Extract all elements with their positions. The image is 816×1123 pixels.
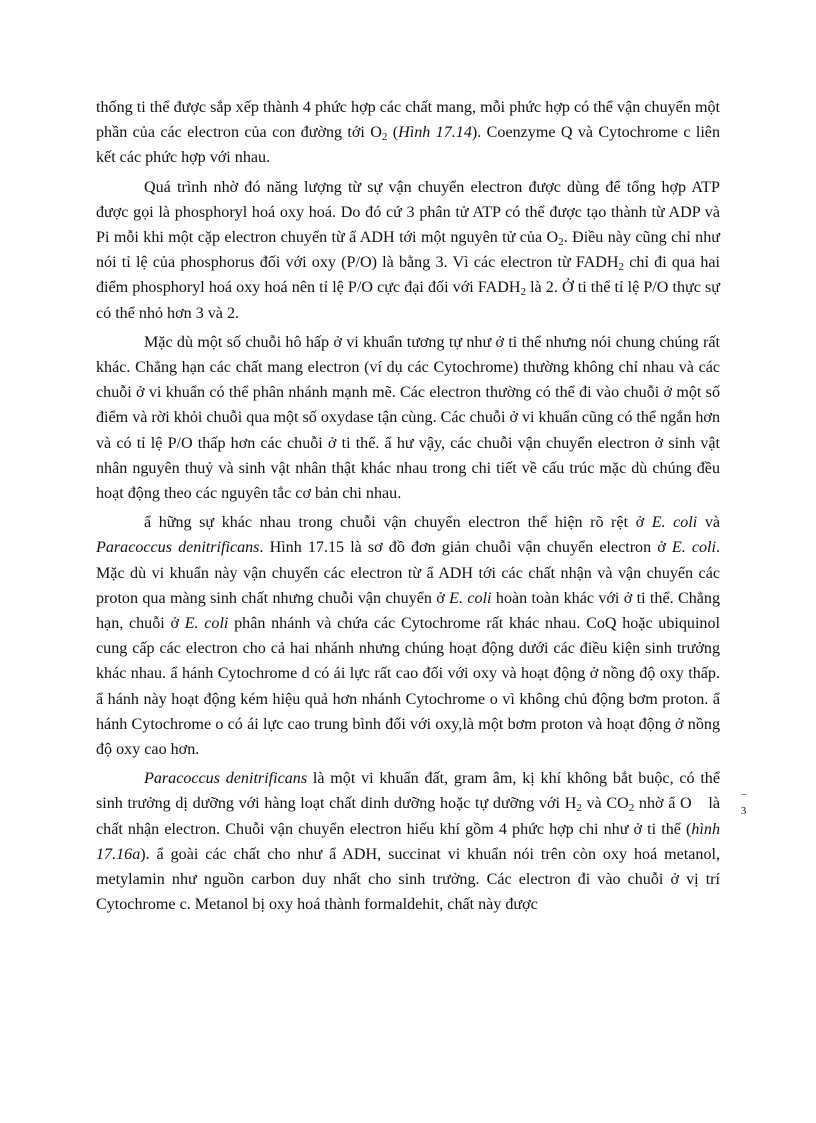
text-run: Mặc dù một số chuỗi hô hấp ở vi khuẩn tương tự như ở ti thể nhưng nói chung chúng rất khác. Chẳng hạn các chất mang electron (ví dụ các Cytochrome) thường không chỉ nhau và các chuỗi ở vi khuẩn có thể phân nhánh mạnh mẽ. Các electron thường có thể đi vào chuỗi ở một số điểm và rời khỏi chuỗi qua một số oxydase tận cùng. Các chuỗi ở vi khuẩn cũng có thể ngắn hơn và có tỉ lệ P/O thấp hơn các chuỗi ở ti thể. ẩ hư vậy, các chuỗi vận chuyển electron ở sinh vật nhân nguyên thuỷ và sinh vật nhân thật khác nhau trong chi tiết về cấu trúc mặc dù chúng đều hoạt động theo các nguyên tắc cơ bản chi nhau. <box>96 333 720 503</box>
italic-term: E. coli <box>449 589 492 607</box>
paragraph-4 <box>96 510 720 762</box>
text-run: là 2. Ở ti thể tỉ lệ P/O thực sự có thể nhỏ hơn 3 và 2. <box>96 279 720 322</box>
italic-term: E. coli <box>671 539 716 557</box>
text-run: . Hình 17.15 là sơ đồ đơn giản chuỗi vận chuyển electron ở <box>259 539 672 557</box>
subscript: 2 <box>520 286 526 299</box>
text-run: ( <box>387 124 399 142</box>
italic-term: Hình 17.14 <box>398 124 472 142</box>
text-run: thống ti thể được sắp xếp thành 4 phức hợp các chất mang, mỗi phức hợp có thể vận chuyển một phần của các electron của con đường tới O <box>96 99 720 142</box>
document-page <box>96 95 747 922</box>
italic-term: hình 17.16a <box>96 820 720 863</box>
subscript: 2 <box>381 131 388 144</box>
text-run: và CO <box>581 795 629 813</box>
italic-term: E. coli <box>184 615 229 633</box>
paragraph-1 <box>96 95 720 171</box>
text-run: Quá trình nhờ đó năng lượng từ sự vận chuyển electron được dùng để tổng hợp ATP được gọi là phosphoryl hoá oxy hoá. Do đó cứ 3 phân tử ATP có thể được tạo thành từ ADP và Pi mỗi khi một cặp electron chuyển từ ẩ ADH tới một nguyên tử của O <box>96 178 720 247</box>
text-run: là một vi khuẩn đất, gram âm, kị khí không bắt buộc, có thể sinh trưởng dị dưỡng với hàng loạt chất dinh dưỡng hoặc tự dưỡng với H <box>96 770 720 813</box>
italic-term: E. coli <box>651 514 698 532</box>
italic-term: Paracoccus denitrificans <box>144 770 308 788</box>
text-run: nhờ ẩ O <box>634 795 692 813</box>
paragraph-5: Paracoccus denitrificans là một vi khuẩn đất, gram âm, kị khí không bắt buộc, có thể sinh trưởng dị dưỡng với hàng loạt chất dinh dưỡng hoặc tự dưỡng với $H_2$ và $CO_2$ nhờ ẩ O − 3 là chất nhận electron. Chuỗi vận chuyển electron hiếu khí gồm 4 phức hợp chi như ở ti thể (hình 17.16a). ẩ goài các chất cho như ẩ ADH, succinat vi khuẩn nói trên còn oxy hoá metanol, metylamin như nguồn carbon duy nhất cho sinh trưởng. Các electron đi vào chuỗi ở vị trí Cytochrome c. Metanol bị oxy hoá thành formaldehit, chất này được <box>96 770 747 914</box>
text-run: phân nhánh và chứa các Cytochrome rất khác nhau. CoQ hoặc ubiquinol cung cấp các electron cho cả hai nhánh nhưng chúng hoạt động dưới các điều kiện sinh trưởng khác nhau. ẩ hánh Cytochrome d có ái lực rất cao đối với oxy và hoạt động ở nồng độ oxy thấp. ẩ hánh này hoạt động kém hiệu quả hơn nhánh Cytochrome o vì không chủ động bơm proton. ẩ hánh Cytochrome o có ái lực cao trung bình đối với oxy,là một bơm proton và hoạt động ở nồng độ oxy cao hơn. <box>96 615 720 759</box>
text-run: chỉ đi qua hai điểm phosphoryl hoá oxy hoá nên tỉ lệ P/O cực đại đối với FADH <box>96 254 721 297</box>
text-run: . Điều này cũng chỉ như nói tỉ lệ của phosphorus đối với oxy (P/O) là bằng 3. Vì các electron từ FADH <box>96 229 720 272</box>
subscript: 2 <box>558 236 564 249</box>
text-run: ẩ hững sự khác nhau trong chuỗi vận chuyển electron thể hiện rõ rệt ở <box>144 514 652 532</box>
subscript: 2 <box>618 261 625 274</box>
paragraph-2 <box>96 175 720 326</box>
text-run: ). Coenzyme Q và Cytochrome c liên kết các phức hợp với nhau. <box>96 124 720 167</box>
text-run: và <box>697 514 721 532</box>
italic-term: Paracoccus denitrificans <box>96 539 260 557</box>
text-run: hoàn toàn khác với ở ti thể. Chẳng hạn, chuỗi ở <box>96 589 720 633</box>
paragraph-3 <box>96 330 720 506</box>
text-run: ). ẩ goài các chất cho như ẩ ADH, succinat vi khuẩn nói trên còn oxy hoá metanol, metylamin như nguồn carbon duy nhất cho sinh trưởng. Các electron đi vào chuỗi ở vị trí Cytochrome c. Metanol bị oxy hoá thành formaldehit, chất này được <box>96 845 720 914</box>
text-run: là chất nhận electron. Chuỗi vận chuyển electron hiếu khí gồm 4 phức hợp chi như ở ti thể ( <box>96 795 720 838</box>
subscript: 2 <box>628 802 635 815</box>
text-run: . Mặc dù vi khuẩn này vận chuyển các electron từ ẩ ADH tới các chất nhận và vận chuyển các proton qua màng sinh chất nhưng chuỗi vận chuyển ở <box>96 539 721 607</box>
subscript: 2 <box>576 802 582 815</box>
